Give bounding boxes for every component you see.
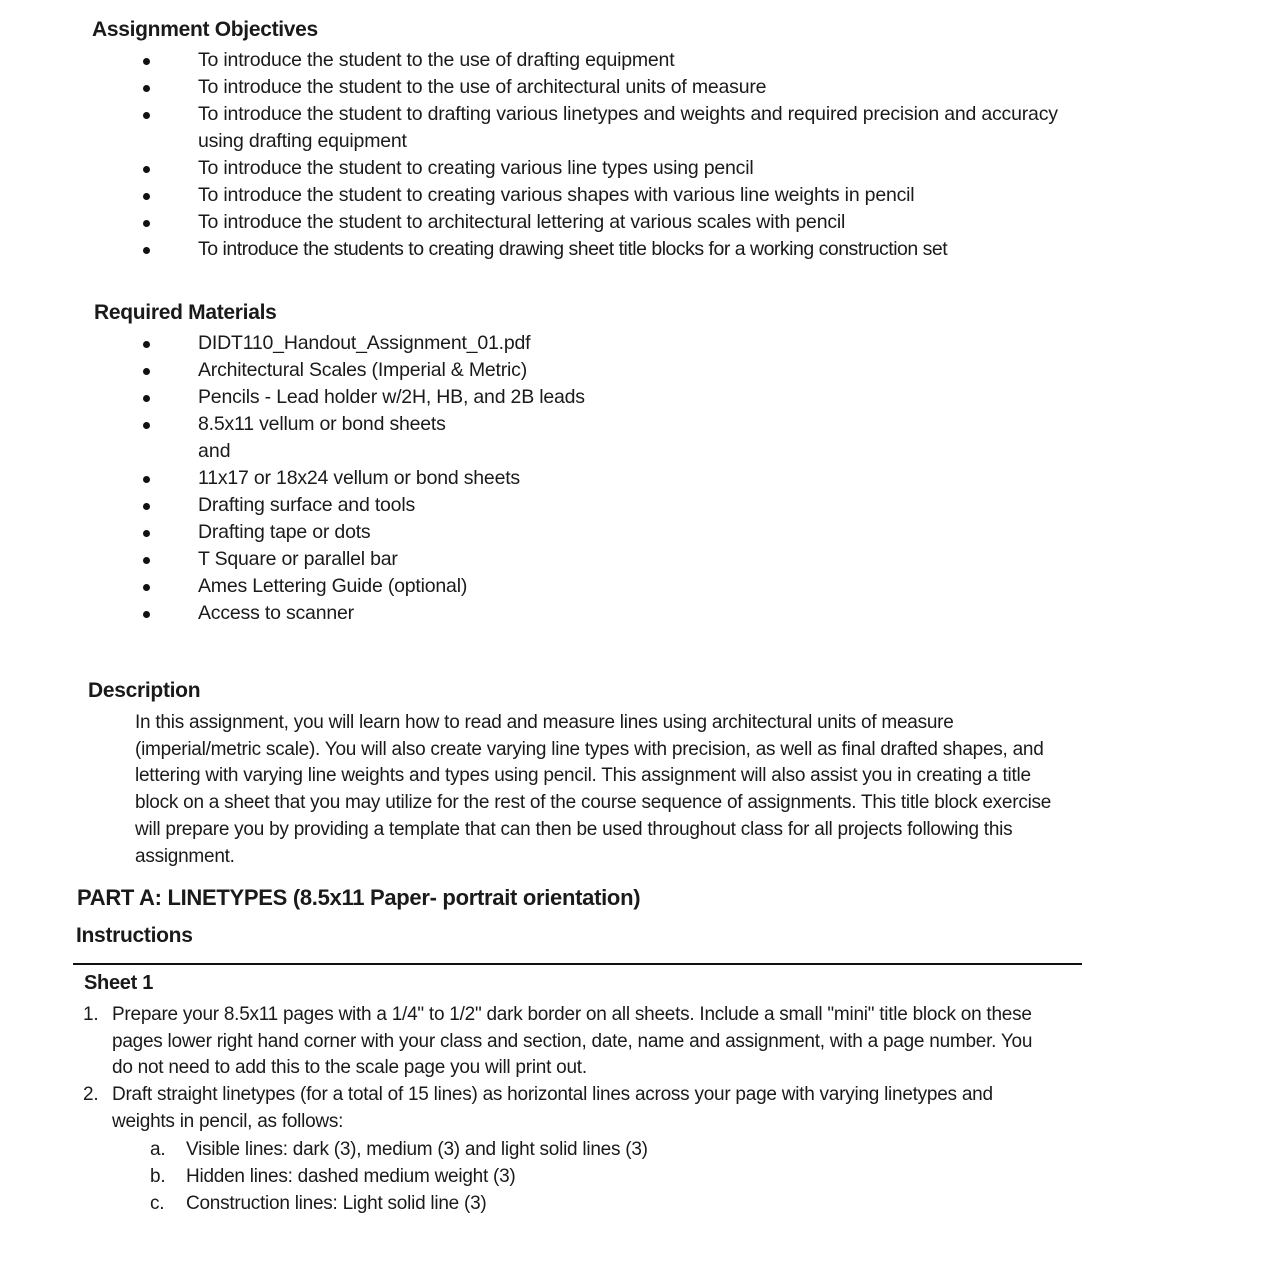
sub-step-letter: b.: [150, 1165, 166, 1187]
bullet-icon: [143, 112, 150, 119]
bullet-icon: [143, 557, 150, 564]
list-item: Architectural Scales (Imperial & Metric): [0, 357, 1078, 384]
objectives-list: [0, 47, 1078, 263]
list-item: [0, 1190, 1057, 1217]
list-item: [0, 1163, 1057, 1190]
list-item: To introduce the student to drafting various linetypes and weights and required precision and accuracy using drafting equipment: [0, 101, 1058, 155]
sheet-heading: Sheet 1: [84, 972, 154, 994]
materials-connector: and: [198, 440, 231, 462]
sub-step-letter: c.: [150, 1192, 165, 1214]
description-heading: Description: [88, 679, 201, 702]
list-item: Drafting surface and tools: [0, 492, 1078, 519]
step-text: Draft straight linetypes (for a total of 15 lines) as horizontal lines across your page with varying linetypes and weights in pencil, as follows:: [112, 1084, 993, 1132]
bullet-icon: [143, 341, 150, 348]
step-text: Prepare your 8.5x11 pages with a 1/4" to 1/2" dark border on all sheets. Include a small "mini" title block on these pages lower right hand corner with your class and section, date, name and assignment, with a page number. You do not need to add this to the scale page you will print out.: [112, 1004, 1033, 1079]
sub-step-letter: a.: [150, 1138, 166, 1160]
list-item: T Square or parallel bar: [0, 546, 1078, 573]
bullet-icon: [143, 368, 150, 375]
sub-step-text: Hidden lines: dashed medium weight (3): [186, 1165, 516, 1187]
list-item: To introduce the student to the use of architectural units of measure: [0, 74, 1078, 101]
bullet-icon: [143, 584, 150, 591]
bullet-icon: [143, 166, 150, 173]
list-item: Pencils - Lead holder w/2H, HB, and 2B leads: [0, 384, 1078, 411]
bullet-icon: [143, 58, 150, 65]
list-item: [0, 1002, 1037, 1082]
list-item: Drafting tape or dots: [0, 519, 1078, 546]
list-item: 11x17 or 18x24 vellum or bond sheets: [0, 465, 1078, 492]
step-number: 2.: [83, 1084, 99, 1106]
list-item: To introduce the student to the use of drafting equipment: [0, 47, 1078, 74]
bullet-icon: [143, 422, 150, 429]
list-item: Ames Lettering Guide (optional): [0, 573, 1078, 600]
materials-list: [0, 330, 1078, 627]
list-item: To introduce the student to architectural lettering at various scales with pencil: [0, 209, 1078, 236]
list-item: 8.5x11 vellum or bond sheets: [0, 411, 1078, 438]
sub-step-text: Construction lines: Light solid line (3): [186, 1192, 487, 1214]
bullet-icon: [143, 611, 150, 618]
part-a-title: PART A: LINETYPES (8.5x11 Paper- portrait orientation): [77, 885, 641, 910]
bullet-icon: [143, 503, 150, 510]
objectives-heading: Assignment Objectives: [92, 18, 318, 41]
list-item: To introduce the students to creating drawing sheet title blocks for a working construction set: [0, 236, 1078, 263]
list-item: [0, 1136, 1057, 1163]
bullet-icon: [143, 247, 150, 254]
steps-list: [0, 1002, 1057, 1217]
bullet-icon: [143, 395, 150, 402]
bullet-icon: [143, 193, 150, 200]
bullet-icon: [143, 476, 150, 483]
list-item: DIDT110_Handout_Assignment_01.pdf: [0, 330, 1078, 357]
list-item: [0, 1082, 1057, 1135]
bullet-icon: [143, 220, 150, 227]
section-divider: [73, 963, 1082, 965]
step-number: 1.: [83, 1004, 99, 1025]
bullet-icon: [143, 530, 150, 537]
instructions-heading: Instructions: [76, 924, 193, 947]
bullet-icon: [143, 85, 150, 92]
list-item: To introduce the student to creating various line types using pencil: [0, 155, 1078, 182]
sub-step-text: Visible lines: dark (3), medium (3) and light solid lines (3): [186, 1138, 648, 1160]
description-text: In this assignment, you will learn how to read and measure lines using architectural units of measure (imperial/metric scale). You will also create varying line types with precision, as well as final drafted shapes, and lettering with varying line weights and types using pencil. This assignment will also assist you in creating a title block on a sheet that you may utilize for the rest of the course sequence of assignments. This title block exercise will prepare you by providing a template that can then be used throughout class for all projects following this assignment.: [135, 712, 1052, 867]
list-item: To introduce the student to creating various shapes with various line weights in pencil: [0, 182, 1078, 209]
materials-heading: Required Materials: [94, 301, 277, 324]
list-item: Access to scanner: [0, 600, 1078, 627]
